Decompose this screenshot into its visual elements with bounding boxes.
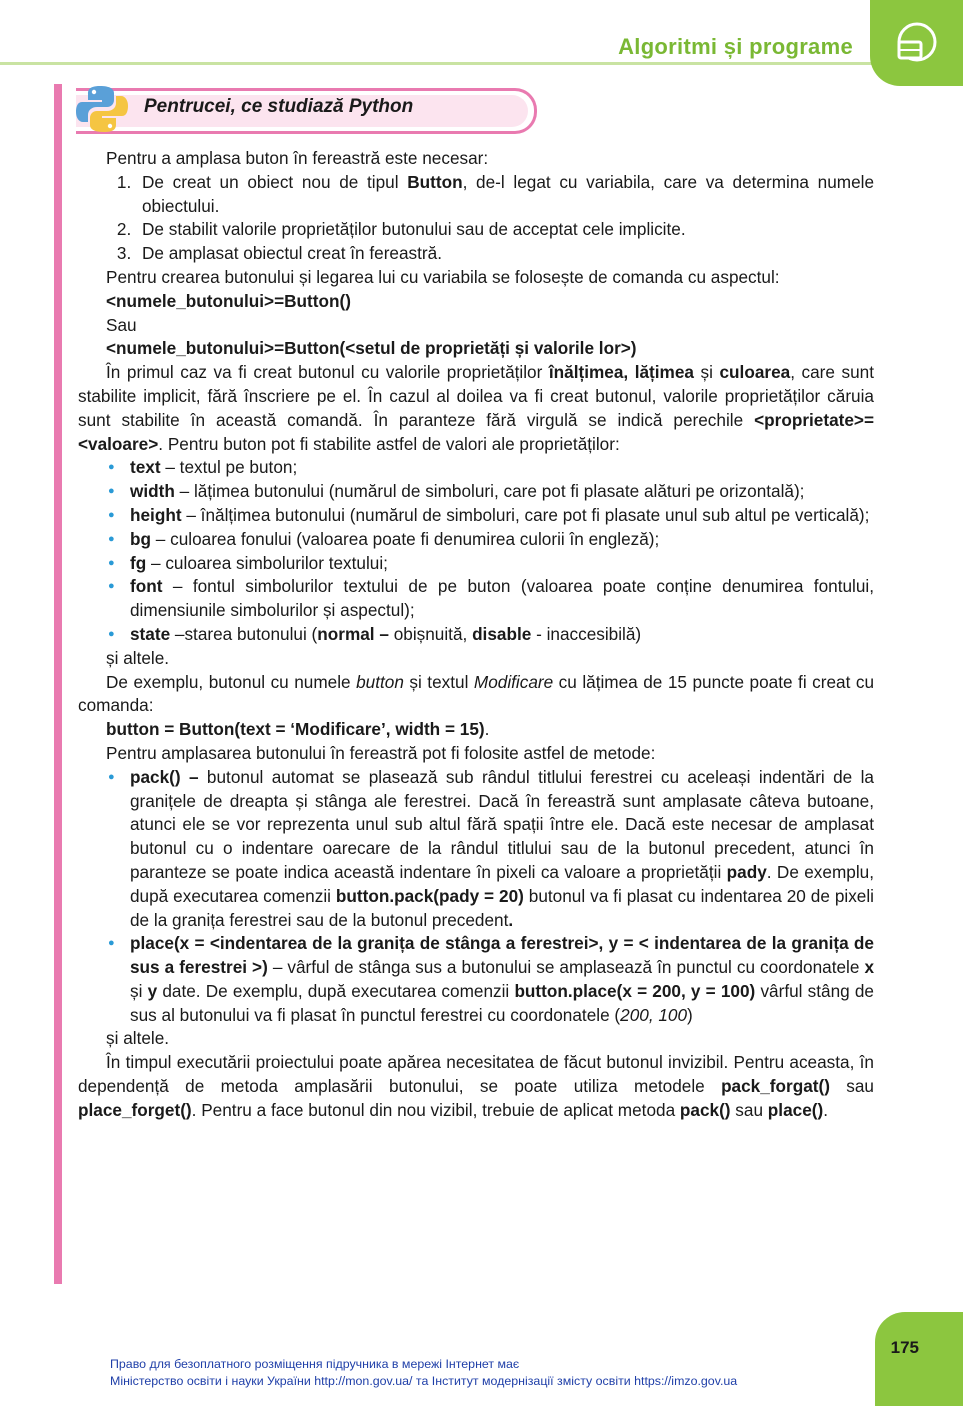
code-line: button = Button(text = ‘Modificare’, width = 15). — [106, 719, 490, 740]
paragraph: În primul caz va fi creat butonul cu valorile proprietăților înălțimea, lățimea și culoarea, care sunt stabilite implicit, fără înscriere pe el. În cazul al doilea va fi creat butonul, valorile proprietăților căruia sunt stabilite în această comandă. În paranteze fără virgulă se indică perechile <proprietate>=<valoare>. Pentru buton pot fi stabilite astfel de valori ale proprietăților: — [78, 362, 875, 454]
property-item: ● height – înălțimea butonului (numărul de simboluri, care pot fi plasate unul sub altul pe verticală); — [130, 504, 874, 528]
monitor-book-icon — [893, 20, 941, 68]
properties-list — [78, 456, 874, 646]
paragraph: În timpul executării proiectului poate apărea necesitatea de făcut butonul invizibil. Pentru aceasta, în dependență de metoda amplasării butonului, se poate utiliza metodele pack_forgat() sau place_forget(). Pentru a face butonul din nou vizibil, trebuie de aplicat metoda pack() sau place(). — [78, 1052, 874, 1120]
page-number: 175 — [890, 1338, 919, 1357]
property-item: ● text – textul pe buton; — [130, 456, 874, 480]
page-number-tab — [875, 1312, 963, 1406]
method-item-pack: ● pack() – butonul automat se plasează sub rândul titlului ferestrei cu aceleași indentări de la granițele de dreapta și stânga ale ferestrei. Dacă în fereastră sunt amplasate câteva butoane, atunci ele se vor reprezenta unul sub altul fără spații între ele. Dacă este necesar de amplasat butonul cu o indentare oarecare de la rândul titlului sau de la butonul precedent, atunci în paranteze se poate indica această indentare în pixeli ca valoare a proprietății pady. De exemplu, după executarea comenzii button.pack(pady = 20) butonul va fi plasat cu indentarea 20 de pixeli de la granița ferestrei sau de la butonul precedent. — [130, 766, 874, 933]
property-item: ● state –starea butonului (normal – obișnuită, disable - inaccesibilă) — [130, 623, 874, 647]
property-item: ● font – fontul simbolurilor textului de pe buton (valoarea poate conține denumirea fontului, dimensiunile simbolurilor și aspectul); — [130, 575, 874, 623]
code-line: <numele_butonului>=Button(<setul de proprietăți și valorile lor>) — [106, 338, 637, 359]
property-item: ● width – lățimea butonului (numărul de simboluri, care pot fi plasate alături pe orizontală); — [130, 480, 874, 504]
chapter-title: Algoritmi și programe — [618, 34, 853, 59]
intro-text: Pentru a amplasa buton în fereastră este necesar: — [106, 148, 489, 168]
si-altele-text: și altele. — [106, 647, 170, 668]
python-logo-icon — [74, 82, 130, 136]
si-altele-text: și altele. — [106, 1028, 170, 1049]
section-side-bar — [54, 84, 62, 1284]
lesson-body — [78, 147, 874, 1123]
code-line: <numele_butonului>=Button() — [106, 290, 351, 311]
property-item: ● bg – culoarea fonului (valoarea poate fi denumirea culorii în engleză); — [130, 528, 874, 552]
paragraph: Pentru crearea butonului și legarea lui cu variabila se folosește de comanda cu aspectul: — [106, 266, 780, 287]
step-item: 2. De stabilit valorile proprietăților butonului sau de acceptat cele implicite. — [136, 218, 874, 242]
step-item: 3. De amplasat obiectul creat în fereastră. — [136, 242, 874, 266]
section-title: Pentrucei, ce studiază Python — [144, 96, 414, 117]
step-item: 1. De creat un obiect nou de tipul Button, de-l legat cu variabila, care va determina numele obiectului. — [136, 171, 874, 219]
footer-notice — [110, 1356, 737, 1390]
footer-line: Міністерство освіти і науки України http://mon.gov.ua/ та Інститут модернізації змісту освіти https://imzo.gov.ua — [110, 1374, 738, 1388]
paragraph: De exemplu, butonul cu numele button și textul Modificare cu lățimea de 15 puncte poate fi creat cu comanda: — [78, 671, 875, 716]
sau-text: Sau — [106, 314, 137, 335]
steps-list — [78, 171, 874, 266]
header-rule — [0, 62, 880, 65]
chapter-corner-tab — [870, 0, 963, 86]
methods-list — [78, 766, 874, 1028]
method-item-place: ● place(x = <indentarea de la granița de stânga a ferestrei>, y = < indentarea de la granița de sus a ferestrei >) – vârful de stânga sus a butonului se amplasează în punctul cu coordonatele x și y date. De exemplu, după executarea comenzii button.place(x = 200, y = 100) vârful stâng de sus al butonului va fi plasat în punctul ferestrei cu coordonatele (200, 100) — [130, 932, 874, 1027]
property-item: ● fg – culoarea simbolurilor textului; — [130, 552, 874, 576]
footer-line: Право для безоплатного розміщення підручника в мережі Інтернет має — [110, 1357, 520, 1371]
paragraph: Pentru amplasarea butonului în fereastră pot fi folosite astfel de metode: — [106, 742, 656, 763]
